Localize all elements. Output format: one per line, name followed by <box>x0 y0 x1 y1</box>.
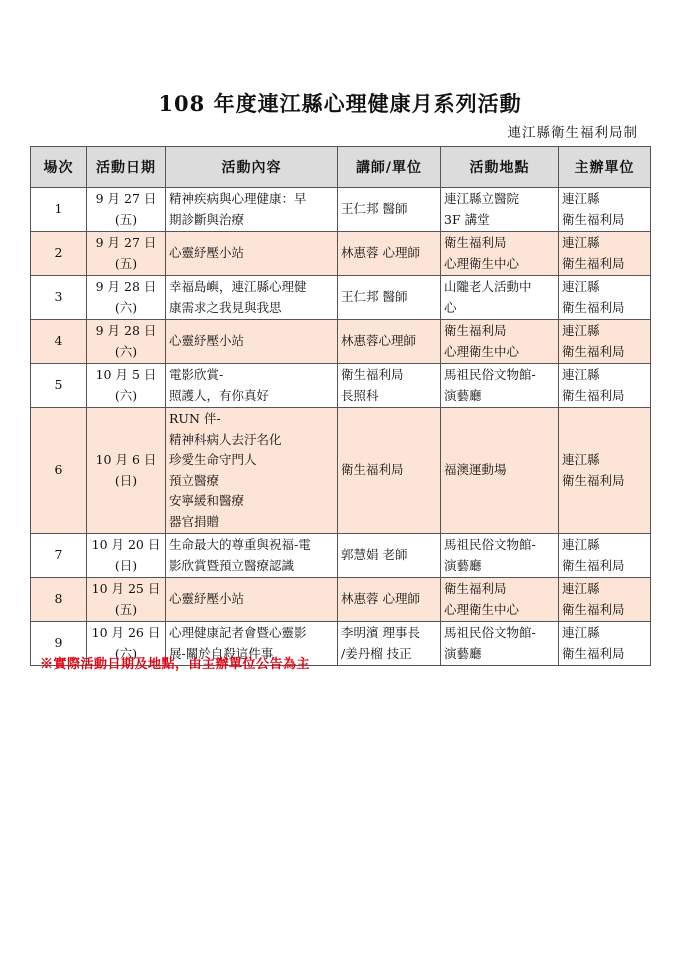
session-number: 6 <box>31 408 87 534</box>
host-cell <box>559 232 651 276</box>
host-line: 衛生福利局 <box>562 299 625 315</box>
venue-cell <box>441 364 559 408</box>
venue-line: 連江縣立醫院 <box>444 191 520 206</box>
weekday-text: (五) <box>114 211 138 227</box>
header-date: 活動日期 <box>87 147 166 188</box>
content-line: 期診斷與治療 <box>169 211 245 227</box>
session-number: 3 <box>31 276 87 320</box>
host-cell <box>559 578 651 622</box>
venue-line: 衛生福利局 <box>444 235 507 250</box>
venue-line: 心理衛生中心 <box>444 255 520 271</box>
host-line: 連江縣 <box>562 581 600 596</box>
date-cell <box>87 408 166 534</box>
venue-line: 演藝廳 <box>444 645 482 661</box>
content-line: 器官捐贈 <box>169 513 220 529</box>
speaker-line: 林惠蓉 心理師 <box>341 591 420 607</box>
speaker-line: 林惠蓉心理師 <box>341 333 417 349</box>
header-speaker: 講師/單位 <box>338 147 441 188</box>
host-line: 連江縣 <box>562 452 600 467</box>
page-title: 108 年度連江縣心理健康月系列活動 <box>158 91 522 116</box>
speaker-line: 王仁邦 醫師 <box>341 289 408 305</box>
content-cell <box>166 408 338 534</box>
date-cell <box>87 534 166 578</box>
date-text: 10 月 20 日 <box>91 537 161 552</box>
date-cell <box>87 578 166 622</box>
host-line: 衛生福利局 <box>562 343 625 359</box>
speaker-cell <box>338 320 441 364</box>
host-cell <box>559 276 651 320</box>
date-cell <box>87 364 166 408</box>
speaker-line: 衛生福利局 <box>341 367 404 382</box>
venue-cell <box>441 188 559 232</box>
content-line: 心靈紓壓小站 <box>169 591 245 607</box>
host-cell <box>559 320 651 364</box>
speaker-cell <box>338 232 441 276</box>
date-cell <box>87 188 166 232</box>
session-number: 7 <box>31 534 87 578</box>
session-number: 2 <box>31 232 87 276</box>
speaker-line: 王仁邦 醫師 <box>341 201 408 217</box>
host-line: 衛生福利局 <box>562 557 625 573</box>
header-session: 場次 <box>31 147 87 188</box>
host-cell <box>559 408 651 534</box>
venue-line: 心 <box>444 299 457 315</box>
date-cell <box>87 320 166 364</box>
header-host: 主辦單位 <box>559 147 651 188</box>
session-number: 8 <box>31 578 87 622</box>
speaker-line: 郭慧娟 老師 <box>341 547 408 563</box>
venue-line: 福澳運動場 <box>444 462 507 478</box>
speaker-line: 長照科 <box>341 387 379 403</box>
header-venue: 活動地點 <box>441 147 559 188</box>
venue-cell <box>441 232 559 276</box>
table-row <box>31 320 651 364</box>
table-row <box>31 408 651 534</box>
venue-line: 衛生福利局 <box>444 581 507 596</box>
host-line: 連江縣 <box>562 625 600 640</box>
session-number: 9 <box>31 622 87 666</box>
venue-line: 心理衛生中心 <box>444 343 520 359</box>
header-content: 活動內容 <box>166 147 338 188</box>
content-cell <box>166 232 338 276</box>
venue-line: 心理衛生中心 <box>444 601 520 617</box>
weekday-text: (日) <box>114 472 138 488</box>
content-line: 珍愛生命守門人 <box>169 452 257 467</box>
content-line: 幸福島嶼，連江縣心理健 <box>169 279 307 294</box>
table-row <box>31 276 651 320</box>
content-line: 安寧緩和醫療 <box>169 493 245 508</box>
table-row <box>31 364 651 408</box>
session-number: 4 <box>31 320 87 364</box>
host-cell <box>559 364 651 408</box>
content-line: 心理健康記者會暨心靈影 <box>169 625 307 640</box>
schedule-table <box>30 146 651 666</box>
venue-line: 演藝廳 <box>444 387 482 403</box>
speaker-cell <box>338 622 441 666</box>
content-line: 影欣賞暨預立醫療認識 <box>169 557 295 573</box>
host-line: 衛生福利局 <box>562 255 625 271</box>
weekday-text: (五) <box>114 255 138 271</box>
date-text: 9 月 28 日 <box>95 323 157 338</box>
host-cell <box>559 188 651 232</box>
content-line: 康需求之我見與我思 <box>169 299 282 315</box>
host-line: 連江縣 <box>562 537 600 552</box>
host-line: 連江縣 <box>562 279 600 294</box>
venue-line: 衛生福利局 <box>444 323 507 338</box>
table-row <box>31 578 651 622</box>
host-line: 衛生福利局 <box>562 645 625 661</box>
date-text: 10 月 25 日 <box>91 581 161 596</box>
speaker-cell <box>338 188 441 232</box>
host-line: 衛生福利局 <box>562 211 625 227</box>
weekday-text: (六) <box>114 343 138 359</box>
venue-cell <box>441 320 559 364</box>
venue-cell <box>441 578 559 622</box>
table-row <box>31 534 651 578</box>
host-line: 連江縣 <box>562 191 600 206</box>
content-cell <box>166 578 338 622</box>
content-line: 電影欣賞- <box>169 367 224 382</box>
content-line: 生命最大的尊重與祝福-電 <box>169 537 311 552</box>
weekday-text: (五) <box>114 601 138 617</box>
host-line: 衛生福利局 <box>562 387 625 403</box>
content-line: 預立醫療 <box>169 472 220 488</box>
speaker-cell <box>338 408 441 534</box>
speaker-line: /姜丹榴 技正 <box>341 645 412 661</box>
content-line: 精神科病人去汙名化 <box>169 431 282 447</box>
venue-line: 演藝廳 <box>444 557 482 573</box>
date-text: 10 月 26 日 <box>91 625 161 640</box>
table-row <box>31 232 651 276</box>
weekday-text: (六) <box>114 299 138 315</box>
footnote: ※實際活動日期及地點，由主辦單位公告為主 <box>40 657 311 672</box>
host-cell <box>559 622 651 666</box>
date-cell <box>87 232 166 276</box>
venue-line: 馬祖民俗文物館- <box>444 625 536 640</box>
content-line: 精神疾病與心理健康：早 <box>169 191 307 206</box>
venue-line: 山隴老人活動中 <box>444 279 532 294</box>
date-text: 10 月 6 日 <box>95 452 157 467</box>
content-line: RUN 伴- <box>169 411 221 426</box>
venue-cell <box>441 408 559 534</box>
date-text: 10 月 5 日 <box>95 367 157 382</box>
host-line: 連江縣 <box>562 367 600 382</box>
venue-line: 3F 講堂 <box>444 211 490 227</box>
host-line: 衛生福利局 <box>562 472 625 488</box>
weekday-text: (六) <box>114 387 138 403</box>
weekday-text: (六) <box>114 645 138 661</box>
date-text: 9 月 28 日 <box>95 279 157 294</box>
weekday-text: (日) <box>114 557 138 573</box>
speaker-cell <box>338 364 441 408</box>
speaker-line: 林惠蓉 心理師 <box>341 245 420 261</box>
speaker-line: 李明濱 理事長 <box>341 625 420 640</box>
content-cell <box>166 276 338 320</box>
venue-line: 馬祖民俗文物館- <box>444 367 536 382</box>
host-cell <box>559 534 651 578</box>
speaker-cell <box>338 578 441 622</box>
session-number: 1 <box>31 188 87 232</box>
host-line: 連江縣 <box>562 235 600 250</box>
venue-cell <box>441 276 559 320</box>
content-line: 心靈紓壓小站 <box>169 333 245 349</box>
table-header-row <box>31 147 651 188</box>
speaker-line: 衛生福利局 <box>341 462 404 478</box>
content-line: 展-關於自殺這件事 <box>169 645 274 661</box>
table-row <box>31 188 651 232</box>
date-text: 9 月 27 日 <box>95 235 157 250</box>
content-cell <box>166 188 338 232</box>
venue-line: 馬祖民俗文物館- <box>444 537 536 552</box>
venue-cell <box>441 534 559 578</box>
speaker-cell <box>338 534 441 578</box>
host-line: 連江縣 <box>562 323 600 338</box>
date-cell <box>87 276 166 320</box>
speaker-cell <box>338 276 441 320</box>
issuer-label: 連江縣衛生福利局制 <box>507 125 638 141</box>
content-cell <box>166 534 338 578</box>
content-line: 心靈紓壓小站 <box>169 245 245 261</box>
content-cell <box>166 364 338 408</box>
session-number: 5 <box>31 364 87 408</box>
date-text: 9 月 27 日 <box>95 191 157 206</box>
content-cell <box>166 320 338 364</box>
venue-cell <box>441 622 559 666</box>
content-line: 照護人，有你真好 <box>169 387 270 403</box>
host-line: 衛生福利局 <box>562 601 625 617</box>
